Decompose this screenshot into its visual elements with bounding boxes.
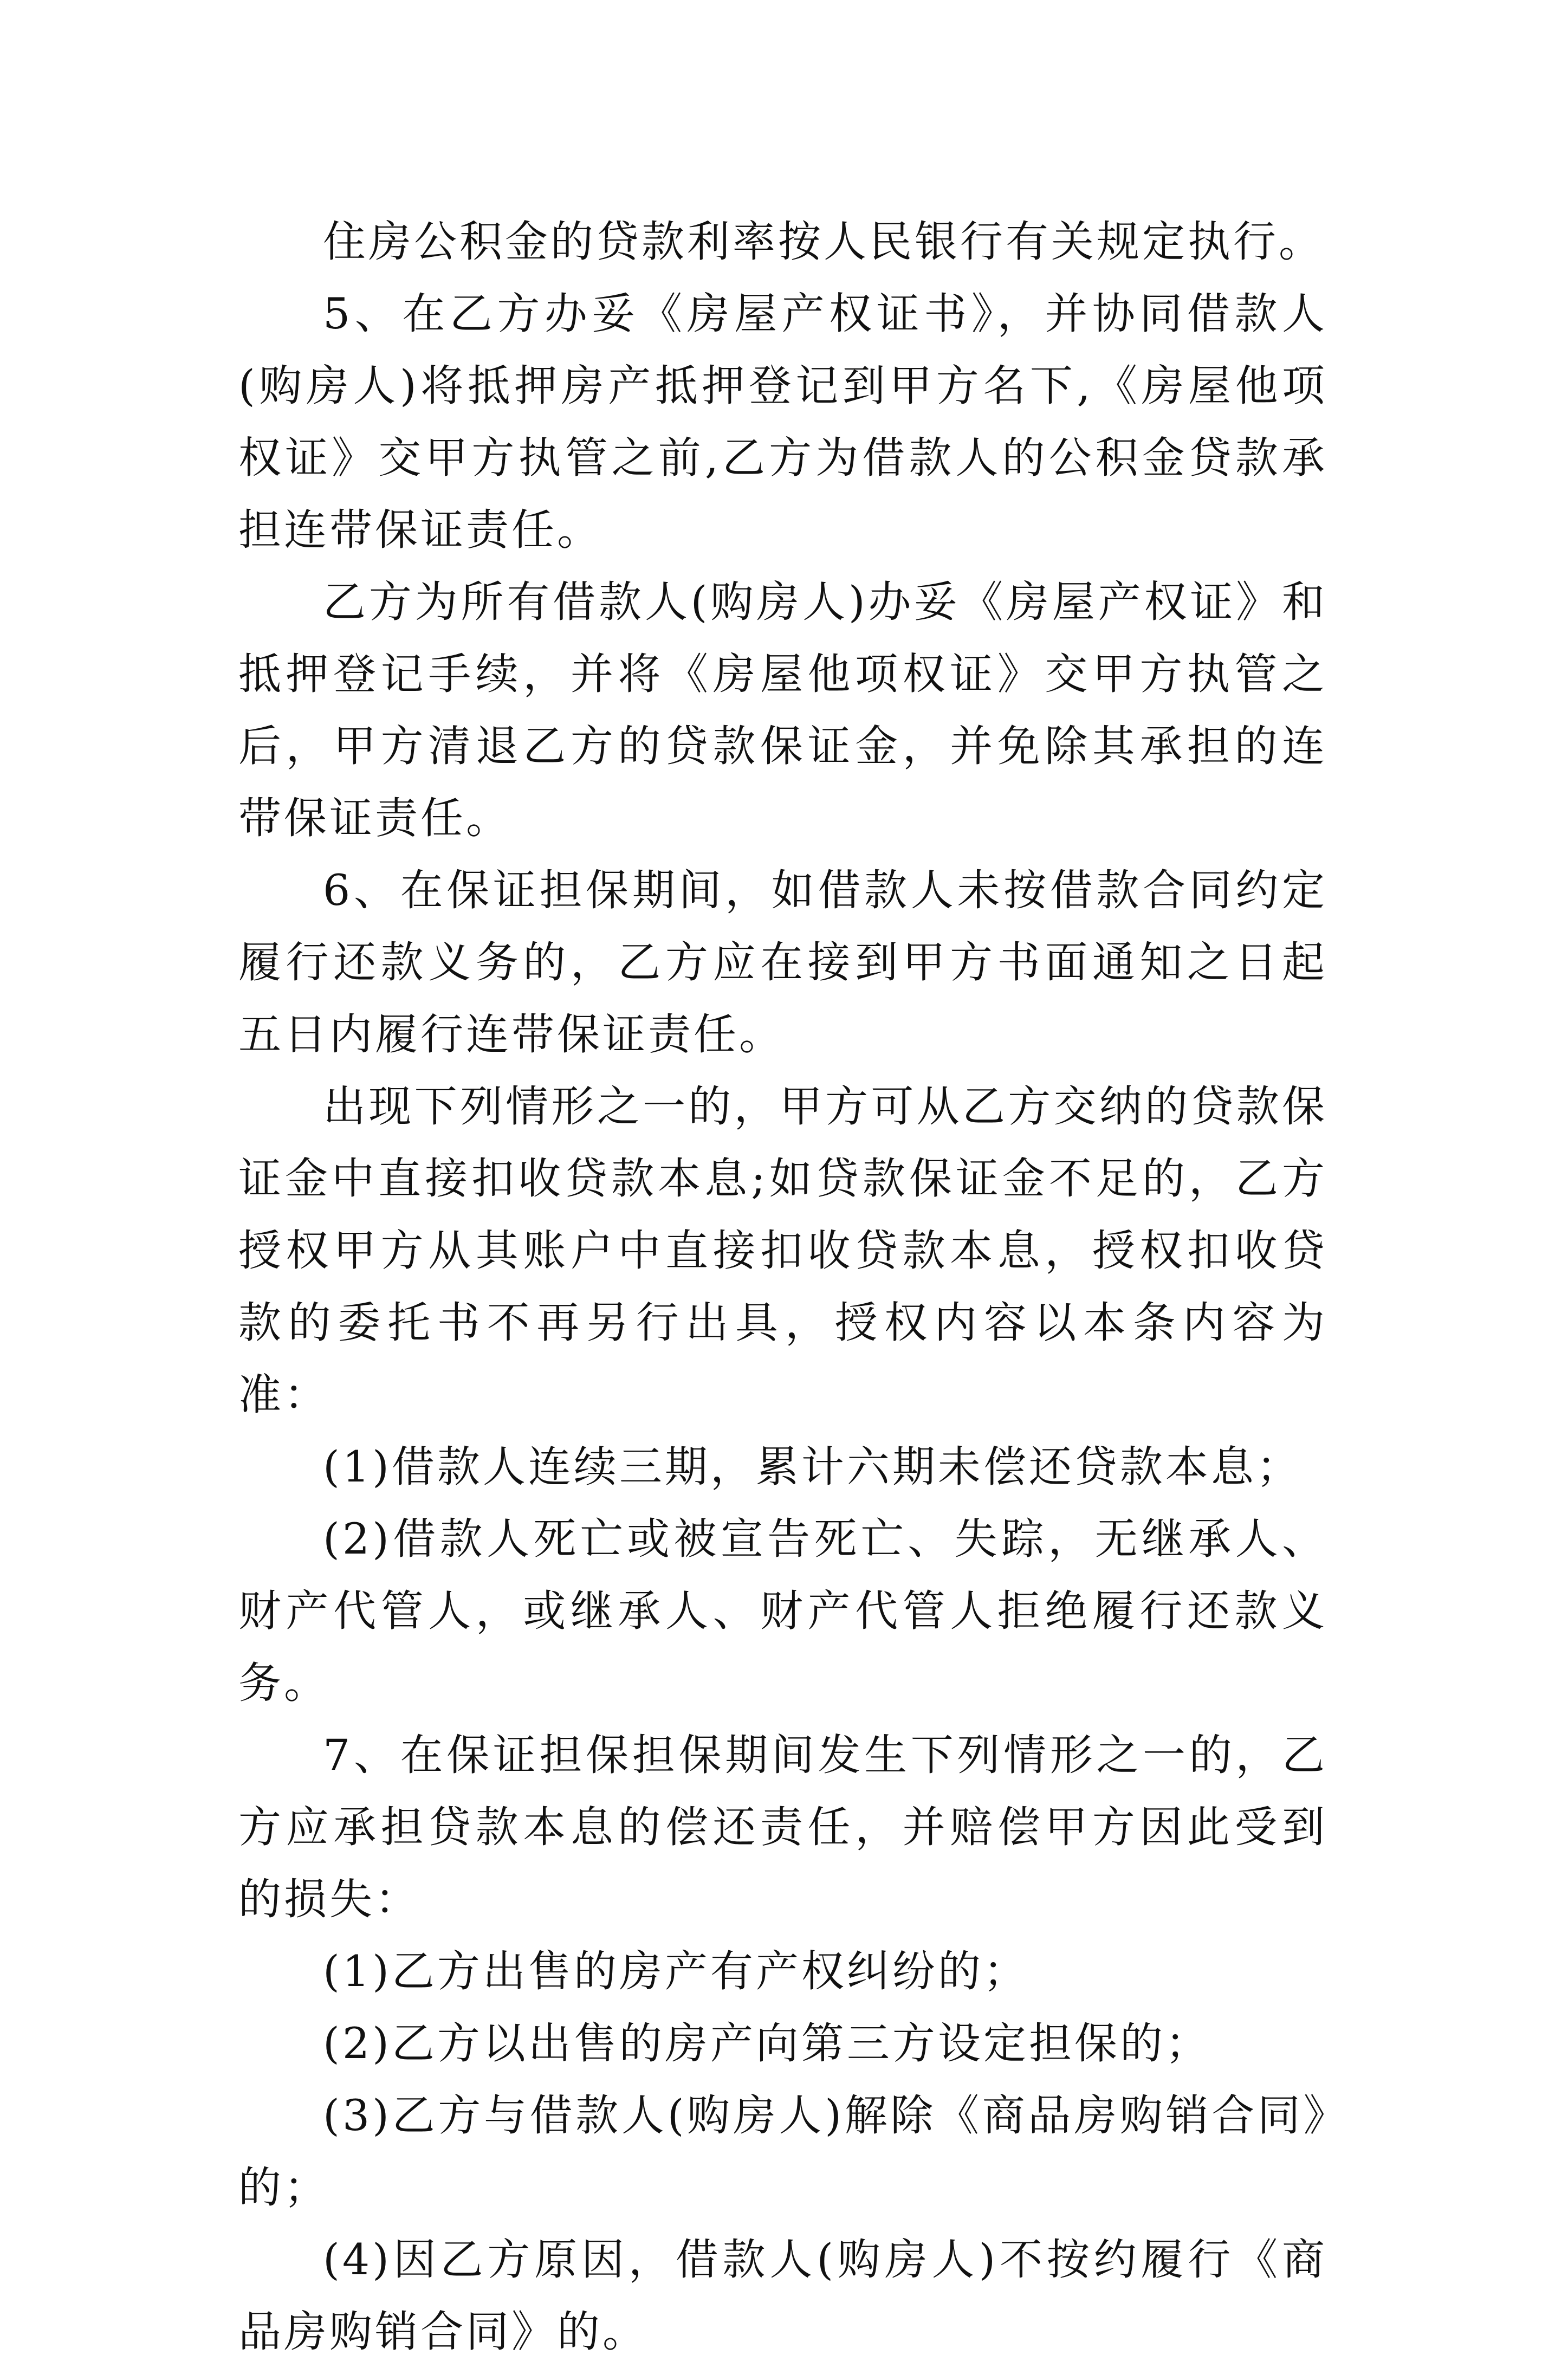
paragraph-clause-6: 6、在保证担保期间，如借款人未按借款合同约定履行还款义务的，乙方应在接到甲方书面通知之日起五日内履行连带保证责任。 bbox=[238, 865, 1327, 1059]
paragraph-clause-6-item-1: (1)借款人连续三期，累计六期未偿还贷款本息； bbox=[323, 1442, 1302, 1492]
paragraph-clause-5: 5、在乙方办妥《房屋产权证书》，并协同借款人(购房人)将抵押房产抵押登记到甲方名下,《房屋他项权证》交甲方执管之前,乙方为借款人的公积金贷款承担连带保证责任。 bbox=[238, 289, 1327, 555]
paragraph-clause-7-item-3: (3)乙方与借款人(购房人)解除《商品房购销合同》的； bbox=[238, 2091, 1327, 2212]
document-body bbox=[238, 206, 1327, 2368]
paragraph-clause-7-item-4: (4)因乙方原因，借款人(购房人)不按约履行《商品房购销合同》的。 bbox=[238, 2235, 1327, 2357]
paragraph-interest-rate: 住房公积金的贷款利率按人民银行有关规定执行。 bbox=[323, 217, 1324, 267]
paragraph-clause-7-item-1: (1)乙方出售的房产有产权纠纷的； bbox=[323, 1946, 1029, 1996]
paragraph-clause-7-item-2: (2)乙方以出售的房产向第三方设定担保的； bbox=[323, 2018, 1211, 2068]
paragraph-clause-6-item-2: (2)借款人死亡或被宣告死亡、失踪，无继承人、财产代管人，或继承人、财产代管人拒绝履行还款义务。 bbox=[238, 1514, 1327, 1708]
paragraph-clause-7: 7、在保证担保担保期间发生下列情形之一的，乙方应承担贷款本息的偿还责任，并赔偿甲方因此受到的损失： bbox=[238, 1730, 1327, 1924]
paragraph-clause-6-deduction: 出现下列情形之一的，甲方可从乙方交纳的贷款保证金中直接扣收贷款本息;如贷款保证金不足的，乙方授权甲方从其账户中直接扣收贷款本息，授权扣收贷款的委托书不再另行出具，授权内容以本条内容为准： bbox=[238, 1082, 1327, 1420]
paragraph-clause-5-release: 乙方为所有借款人(购房人)办妥《房屋产权证》和抵押登记手续，并将《房屋他项权证》交甲方执管之后，甲方清退乙方的贷款保证金，并免除其承担的连带保证责任。 bbox=[238, 577, 1327, 843]
